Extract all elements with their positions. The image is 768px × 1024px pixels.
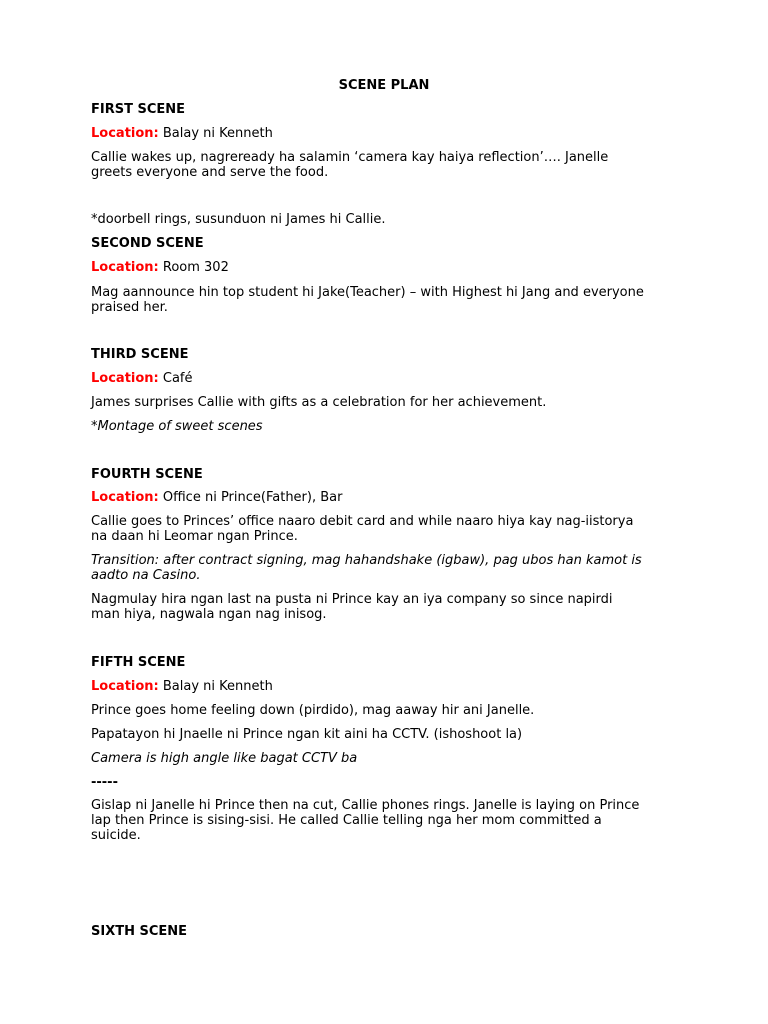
scene-body-line: suicide. — [91, 828, 141, 843]
scene-body-line: man hiya, nagwala ngan nag inisog. — [91, 607, 327, 622]
scene-heading-fifth: FIFTH SCENE — [91, 655, 186, 670]
scene-body-line: Nagmulay hira ngan last na pusta ni Prince kay an iya company so since napirdi — [91, 592, 613, 607]
scene-heading-third: THIRD SCENE — [91, 347, 189, 362]
scene-body-line: Prince goes home feeling down (pirdido), mag aaway hir ani Janelle. — [91, 703, 535, 718]
scene-note-fifth: Camera is high angle like bagat CCTV ba — [91, 751, 358, 766]
scene-body-line: Gislap ni Janelle hi Prince then na cut, Callie phones rings. Janelle is laying on Prince — [91, 798, 640, 813]
scene-body-line: lap then Prince is sising-sisi. He called Callie telling nga her mom committed a — [91, 813, 602, 828]
scene-body-line: James surprises Callie with gifts as a celebration for her achievement. — [91, 395, 547, 410]
scene-body-line: Callie goes to Princes’ office naaro debit card and while naaro hiya kay nag-iistorya — [91, 514, 634, 529]
scene-location-third — [91, 371, 691, 386]
scene-body-line: greets everyone and serve the food. — [91, 165, 329, 180]
scene-heading-sixth: SIXTH SCENE — [91, 924, 188, 939]
scene-heading-second: SECOND SCENE — [91, 236, 204, 251]
location-label: Location: — [91, 126, 159, 141]
scene-heading-fourth: FOURTH SCENE — [91, 467, 203, 482]
location-value: Balay ni Kenneth — [158, 679, 273, 694]
scene-location-first — [91, 126, 691, 141]
scene-separator: ----- — [91, 775, 118, 790]
scene-body-line: Mag aannounce hin top student hi Jake(Teacher) – with Highest hi Jang and everyone — [91, 285, 644, 300]
location-value: Room 302 — [158, 260, 229, 275]
scene-body-line: Callie wakes up, nagreready ha salamin ‘camera kay haiya reflection’…. Janelle — [91, 150, 609, 165]
scene-note-first: *doorbell rings, susunduon ni James hi Callie. — [91, 212, 386, 227]
scene-transition-line: aadto na Casino. — [91, 568, 201, 583]
scene-transition-line: Transition: after contract signing, mag hahandshake (igbaw), pag ubos han kamot is — [91, 553, 642, 568]
location-label: Location: — [91, 260, 159, 275]
scene-location-fourth — [91, 490, 691, 505]
scene-body-line: praised her. — [91, 300, 168, 315]
scene-location-fifth — [91, 679, 691, 694]
scene-location-second — [91, 260, 691, 275]
scene-body-line: na daan hi Leomar ngan Prince. — [91, 529, 298, 544]
location-label: Location: — [91, 490, 159, 505]
location-value: Balay ni Kenneth — [158, 126, 273, 141]
document-title: SCENE PLAN — [338, 78, 430, 93]
location-value: Café — [158, 371, 193, 386]
location-value: Office ni Prince(Father), Bar — [158, 490, 343, 505]
scene-heading-first: FIRST SCENE — [91, 102, 186, 117]
scene-note-third: *Montage of sweet scenes — [91, 419, 263, 434]
location-label: Location: — [91, 371, 159, 386]
scene-body-line: Papatayon hi Jnaelle ni Prince ngan kit aini ha CCTV. (ishoshoot la) — [91, 727, 523, 742]
location-label: Location: — [91, 679, 159, 694]
